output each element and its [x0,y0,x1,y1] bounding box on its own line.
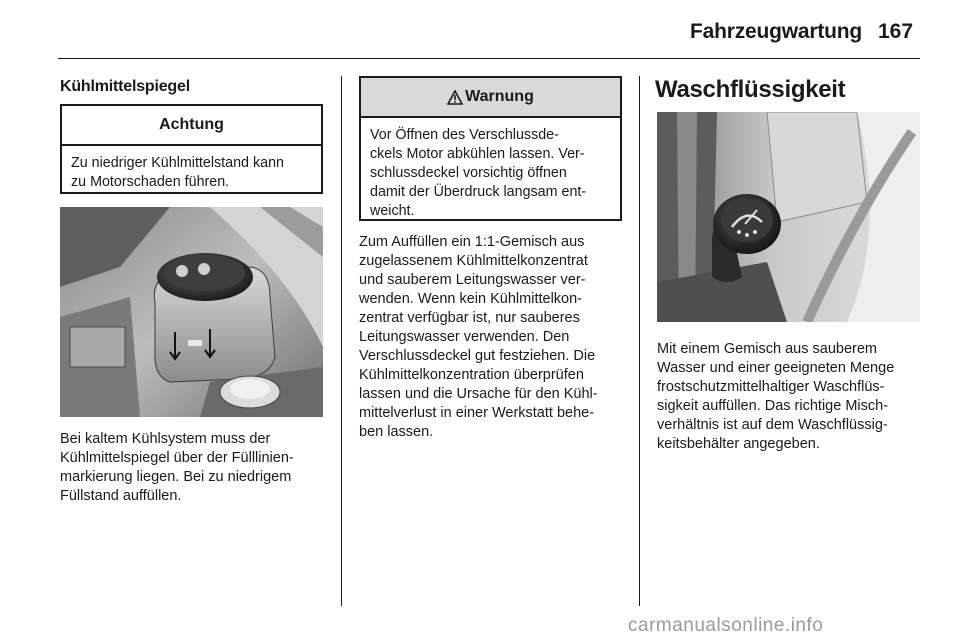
paragraph-line: zugelassenem Kühlmittelkonzentrat [359,253,588,269]
column-divider-2 [639,76,640,606]
caution-line: Zu niedriger Kühlmittelstand kann [71,155,284,171]
caution-line: zu Motorschaden führen. [71,174,230,190]
caution-box [60,104,323,194]
caution-text [62,146,321,200]
paragraph-line: Verschlussdeckel gut festziehen. Die [359,348,596,364]
site-watermark: carmanualsonline.info [628,615,824,636]
paragraph-line: Kühlmittelkonzentration überprüfen [359,367,584,383]
paragraph-line: Wasser und einer geeigneten Menge [657,360,895,376]
paragraph-line: sigkeit auffüllen. Das richtige Misch- [657,398,889,414]
coolant-reservoir-illustration [60,207,323,417]
paragraph-line: ben lassen. [359,424,434,440]
warning-line: weicht. [370,203,415,219]
paragraph-line: und sauberem Leitungswasser ver- [359,272,586,288]
warning-line: schlussdeckel vorsichtig öffnen [370,165,567,181]
warning-text [361,118,620,229]
caution-heading: Achtung [62,106,321,146]
coolant-reservoir-photo [60,207,323,417]
washer-reservoir-illustration [657,112,920,322]
column-divider-1 [341,76,342,606]
paragraph-line: Zum Auffüllen ein 1:1-Gemisch aus [359,234,585,250]
paragraph-line: lassen und die Ursache für den Kühl- [359,386,598,402]
paragraph-line: markierung liegen. Bei zu niedrigem [60,469,292,485]
paragraph-line: Bei kaltem Kühlsystem muss der [60,431,271,447]
paragraph-line: frostschutzmittelhaltiger Waschflüs- [657,379,885,395]
paragraph-line: verhältnis ist auf dem Waschflüssig- [657,417,888,433]
section-title-coolant: Kühlmittelspiegel [60,78,190,95]
warning-line: Vor Öffnen des Verschlussde- [370,127,559,143]
paragraph-line: Mit einem Gemisch aus sauberem [657,341,877,357]
paragraph-line: Leitungswasser verwenden. Den [359,329,570,345]
header-rule [58,58,920,59]
washer-reservoir-photo [657,112,920,322]
paragraph-line: wenden. Wenn kein Kühlmittelkon- [359,291,582,307]
refill-paragraph [359,233,598,442]
washer-paragraph [657,340,894,454]
paragraph-line: mittelverlust in einer Werkstatt behe- [359,405,595,421]
paragraph-line: Füllstand auffüllen. [60,488,182,504]
warning-triangle-icon [447,90,463,105]
warning-box [359,76,622,221]
warning-heading-bar [361,78,620,118]
running-header-title: Fahrzeugwartung [690,20,863,43]
paragraph-line: keitsbehälter angegeben. [657,436,820,452]
page-number: 167 [878,20,914,43]
warning-heading: Warnung [465,88,534,105]
section-title-washer-fluid: Waschflüssigkeit [655,76,846,103]
coolant-paragraph [60,430,294,506]
warning-line: damit der Überdruck langsam ent- [370,184,587,200]
paragraph-line: Kühlmittelspiegel über der Fülllinien- [60,450,294,466]
paragraph-line: zentrat verfügbar ist, nur sauberes [359,310,580,326]
warning-line: ckels Motor abkühlen lassen. Ver- [370,146,585,162]
